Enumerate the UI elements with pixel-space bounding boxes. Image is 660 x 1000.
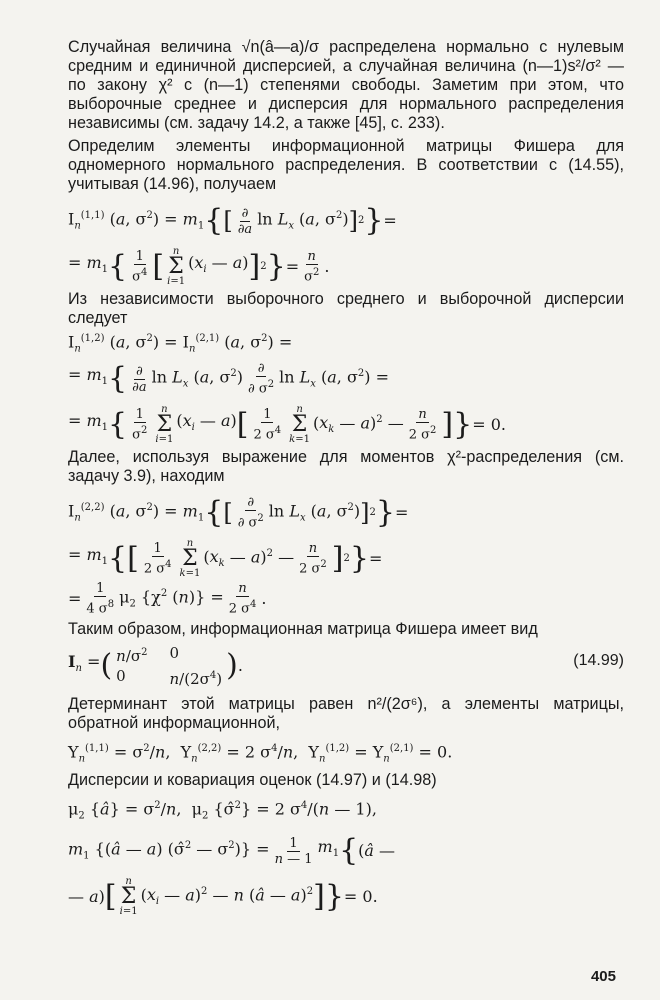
equation-number: (14.99) <box>573 652 624 669</box>
paragraph-5: Таким образом, информационная матрица Фишера имеет вид <box>68 620 538 638</box>
paragraph-2: Определим элементы информационной матрицы Фишера для одномерного нормального распределения. В соответствии с (14.55), учитывая (14.96), получаем <box>68 137 624 193</box>
equation-4: $I_n$ = ( $n/\sigma^2$ 0 0 $n/(2\sigma^4)$ ) . (14.99) <box>68 644 624 688</box>
equation-1b: = $m_1$ { $\frac{1}{\sigma^4}$ [ n Σ i=1 ($x_i$ — a) ] 2 } = $\frac{n}{\sigma^2}$ . <box>68 246 330 287</box>
page-body <box>68 38 624 920</box>
equation-3c: = $\frac{1}{4 \sigma^8}$ $\mu_2$ {$\chi^2$ (n)} = $\frac{n}{2 \sigma^4}$ . <box>68 581 267 617</box>
paragraph-4: Далее, используя выражение для моментов χ²-распределения (см. задачу 3.9), находим <box>68 448 624 485</box>
paragraph-1: Случайная величина √n(â—a)/σ распределена нормально с нулевым средним и единичной дисперсией, а случайная величина (n—1)s²/σ² — по закону χ² с (n—1) степенями свободы. Заметим при этом, что выборочные среднее и дисперсия для нормального распределения независимы (см. задачу 14.2, а также [45], с. 233). <box>68 38 624 132</box>
paragraph-6: Детерминант этой матрицы равен n²/(2σ⁶), а элементы матрицы, обратной информационной, <box>68 695 624 732</box>
equation-2b: = $m_1$ { $\frac{\partial}{\partial a}$ $\ln L_x$ (a, $\sigma^2$) $\frac{\partial}{\partial \sigma^2}$ $\ln L_x$ (a, $\sigma^2$) = <box>68 361 389 397</box>
equation-3a: $I_n^{(2,2)}$ (a, $\sigma^2) = m_1$ { [ $\frac{\partial}{\partial \sigma^2}$ $\ln L_x$ (a, $\sigma^2$) ] 2 } = <box>68 495 409 531</box>
equation-5: $Y_n^{(1,1)} = \sigma^2/n$, $Y_n^{(2,2)} = 2$ $\sigma^4/n$, $Y_n^{(1,2)} = Y_n^{(2,1)} = 0$. <box>68 742 453 765</box>
paragraph-7: Дисперсии и ковариация оценок (14.97) и (14.98) <box>68 771 437 789</box>
equation-3b: = $m_1$ { [ $\frac{1}{2 \sigma^4}$ n Σ k=1 ($x_k$ — a)$^2$ — $\frac{n}{2 \sigma^2}$ ] 2 } = <box>68 538 383 579</box>
equation-6c: — a) [ n Σ i=1 ($x_i$ — a)$^2$ — n (â — a)$^2$ ] } = 0. <box>68 876 378 917</box>
equation-2c: = $m_1$ { $\frac{1}{\sigma^2}$ n Σ i=1 ($x_i$ — a) [ $\frac{1}{2 \sigma^4}$ n Σ k=1 ($x_k$ — a)$^2$ — $\frac{n}{2 \sigma^2}$ ] } = 0. <box>68 404 506 445</box>
equation-1a: $I_n^{(1,1)}$ (a, $\sigma^2) = m_1$ { [ $\frac{\partial}{\partial a}$ $\ln L_x$ (a, $\sigma^2$) ] 2 } = <box>68 203 397 238</box>
equation-6a: $\mu_2$ {â} = $\sigma^2/n$, $\mu_2$ {σ̂$^2$} = 2 $\sigma^4/(n$ — 1), <box>68 799 377 822</box>
equation-2a: $I_n^{(1,2)}$ (a, $\sigma^2) = I_n^{(2,1)}$ (a, $\sigma^2$) = <box>68 332 293 355</box>
equation-6b: $m_1$ {(â — a) (σ̂$^2$ — $\sigma^2$)} = $\frac{1}{n — 1}$ $m_1$ { (â — <box>68 833 396 868</box>
paragraph-3: Из независимости выборочного среднего и выборочной дисперсии следует <box>68 290 624 327</box>
page-number: 405 <box>590 968 616 985</box>
